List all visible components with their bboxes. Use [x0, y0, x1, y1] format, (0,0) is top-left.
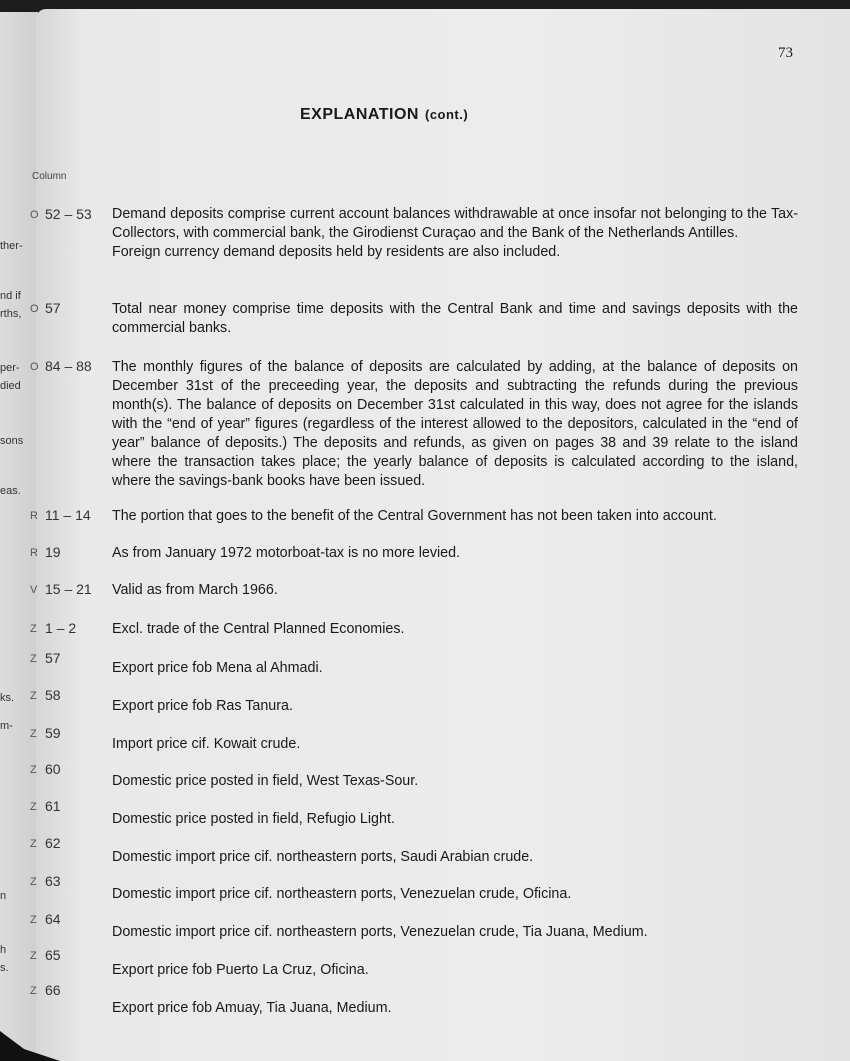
- table-letter: R: [30, 547, 38, 559]
- explanation-text: [112, 810, 798, 829]
- explanation-text: [112, 300, 798, 338]
- explanation-paragraph: Valid as from March 1966.: [112, 582, 278, 598]
- explanation-text: [112, 358, 798, 491]
- prev-page-fragment: eas.: [0, 485, 21, 497]
- table-letter: Z: [30, 914, 37, 926]
- table-letter: R: [30, 510, 38, 522]
- explanation-text: [112, 697, 798, 716]
- explanation-text: [112, 885, 798, 904]
- explanation-paragraph: Excl. trade of the Central Planned Economies.: [112, 621, 405, 637]
- table-letter: Z: [30, 728, 37, 740]
- explanation-paragraph: Domestic import price cif. northeastern ports, Saudi Arabian crude.: [112, 849, 534, 865]
- prev-page-fragment: died: [0, 380, 21, 392]
- explanation-text: [112, 581, 798, 600]
- column-numbers: 1 – 2: [45, 620, 77, 636]
- explanation-paragraph: Domestic import price cif. northeastern ports, Venezuelan crude, Oficina.: [112, 886, 572, 902]
- prev-page-fragment: h: [0, 944, 7, 956]
- previous-page-edge: [0, 12, 38, 1061]
- table-letter: O: [30, 209, 39, 221]
- column-numbers: 57: [45, 300, 61, 316]
- explanation-paragraph: Export price fob Ras Tanura.: [112, 698, 293, 714]
- column-numbers: 61: [45, 798, 61, 814]
- table-letter: Z: [30, 623, 37, 635]
- prev-page-fragment: rths,: [0, 308, 22, 320]
- column-header: Column: [32, 171, 67, 182]
- prev-page-fragment: m-: [0, 720, 13, 732]
- page-number: 73: [778, 45, 793, 61]
- column-numbers: 63: [45, 873, 61, 889]
- table-letter: Z: [30, 950, 37, 962]
- column-numbers: 66: [45, 982, 61, 998]
- explanation-text: [112, 961, 798, 980]
- column-numbers: 19: [45, 544, 61, 560]
- column-numbers: 84 – 88: [45, 358, 92, 374]
- explanation-text: [112, 659, 798, 678]
- explanation-paragraph: Export price fob Puerto La Cruz, Oficina.: [112, 962, 369, 978]
- column-numbers: 60: [45, 761, 61, 777]
- explanation-text: [112, 205, 798, 262]
- explanation-paragraph: Export price fob Mena al Ahmadi.: [112, 660, 323, 676]
- column-numbers: 62: [45, 835, 61, 851]
- prev-page-fragment: ks.: [0, 692, 15, 704]
- explanation-paragraph: Domestic price posted in field, Refugio Light.: [112, 811, 395, 827]
- explanation-text: [112, 848, 798, 867]
- table-letter: Z: [30, 653, 37, 665]
- table-letter: O: [30, 361, 39, 373]
- column-numbers: 57: [45, 650, 61, 666]
- title-main: EXPLANATION: [300, 106, 419, 123]
- explanation-paragraph: As from January 1972 motorboat-tax is no more levied.: [112, 545, 461, 561]
- explanation-paragraph: The monthly figures of the balance of deposits are calculated by adding, at the balance of deposits on December 31st of the preceeding year, the deposits and subtracting the refunds during the previous month(s). The balance of deposits on December 31st calculated in this way, does not agree for the islands with the “end of year” figures (regardless of the interest allowed to the depositors, calculated in the “end of year” balance of deposits.) The deposits and refunds, as given on pages 38 and 39 relate to the island where the transaction takes place; the yearly balance of deposits is calculated according to the island, where the savings-bank books have been issued.: [112, 359, 798, 489]
- table-letter: Z: [30, 876, 37, 888]
- column-numbers: 11 – 14: [45, 507, 91, 523]
- explanation-paragraph: Demand deposits comprise current account balances withdrawable at once insofar not belonging to the Tax-Collectors, with commercial bank, the Girodienst Curaçao and the Bank of the Netherlands Antilles.: [112, 206, 798, 241]
- table-letter: Z: [30, 764, 37, 776]
- explanation-text: [112, 772, 798, 791]
- explanation-paragraph: Domestic import price cif. northeastern ports, Venezuelan crude, Tia Juana, Medium.: [112, 924, 648, 940]
- table-letter: Z: [30, 838, 37, 850]
- explanation-paragraph: Total near money comprise time deposits with the Central Bank and time and savings deposits with the commercial banks.: [112, 301, 798, 336]
- column-numbers: 59: [45, 725, 61, 741]
- explanation-text: [112, 507, 798, 526]
- table-letter: O: [30, 303, 39, 315]
- prev-page-fragment: ther-: [0, 240, 23, 252]
- explanation-text: [112, 923, 798, 942]
- prev-page-fragment: s.: [0, 962, 9, 974]
- table-letter: Z: [30, 690, 37, 702]
- explanation-text: [112, 544, 798, 563]
- explanation-text: [112, 735, 798, 754]
- table-letter: Z: [30, 985, 37, 997]
- table-letter: V: [30, 584, 38, 596]
- explanation-text: [112, 999, 798, 1018]
- prev-page-fragment: per-: [0, 362, 20, 374]
- prev-page-fragment: sons: [0, 435, 24, 447]
- column-numbers: 64: [45, 911, 61, 927]
- column-numbers: 58: [45, 687, 61, 703]
- table-letter: Z: [30, 801, 37, 813]
- column-numbers: 65: [45, 947, 61, 963]
- title-sub: (cont.): [424, 107, 469, 122]
- prev-page-fragment: n: [0, 890, 7, 902]
- column-numbers: 52 – 53: [45, 206, 92, 222]
- column-numbers: 15 – 21: [45, 581, 92, 597]
- explanation-text: [112, 620, 798, 639]
- explanation-paragraph: Domestic price posted in field, West Texas-Sour.: [112, 773, 419, 789]
- explanation-paragraph: Foreign currency demand deposits held by residents are also included.: [112, 244, 561, 260]
- explanation-paragraph: Export price fob Amuay, Tia Juana, Medium.: [112, 1000, 392, 1016]
- prev-page-fragment: nd if: [0, 290, 21, 302]
- explanation-paragraph: Import price cif. Kowait crude.: [112, 736, 301, 752]
- explanation-paragraph: The portion that goes to the benefit of the Central Government has not been taken into account.: [112, 508, 717, 524]
- page-title: [300, 106, 468, 124]
